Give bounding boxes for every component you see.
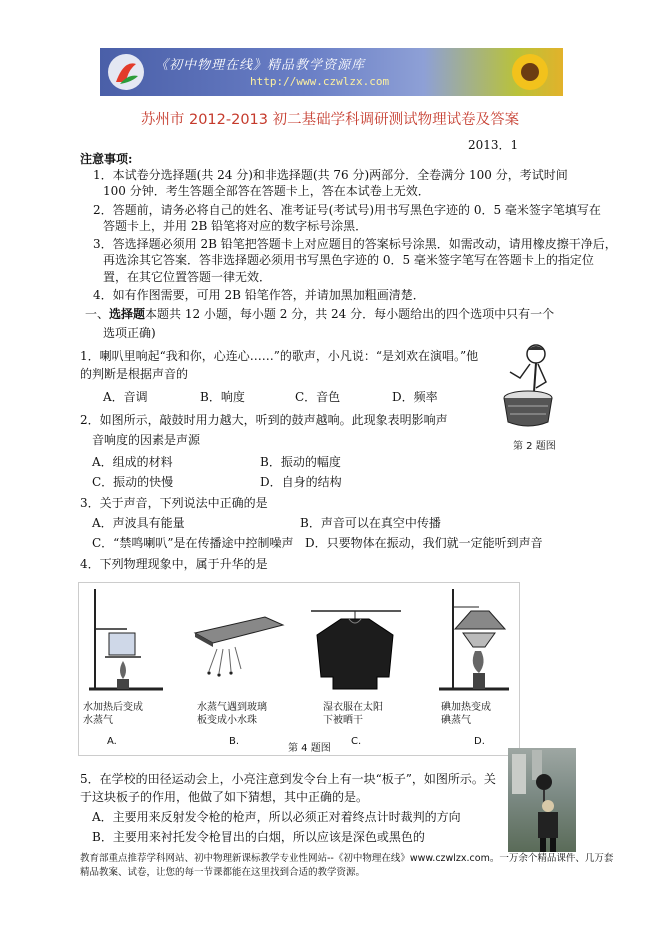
q1-option-b: B．响度 — [200, 390, 245, 404]
notice-line: 置，在其它位置答题一律无效． — [103, 270, 272, 284]
q5-option-b: B．主要用来衬托发令枪冒出的白烟，所以应该是深色或黑色的 — [92, 830, 425, 844]
exam-date: 2013．1 — [468, 138, 519, 152]
header-banner — [100, 48, 563, 96]
q3-stem: 3．关于声音，下列说法中正确的是 — [80, 496, 268, 510]
q3-option-a: A．声波具有能量 — [92, 516, 185, 530]
q1-option-d: D．频率 — [392, 390, 438, 404]
q1-stem: 1．喇叭里响起“我和你，心连心……”的歌声，小凡说：“是刘欢在演唱。”他 — [80, 349, 479, 363]
q2-stem: 音响度的因素是声源 — [92, 433, 201, 447]
logo-icon — [106, 52, 146, 92]
notice-line: 再选涂其它答案．答非选择题必须用书写黑色字迹的 0．5 毫米签字笔写在答题卡上的指定位 — [103, 253, 594, 267]
glass-plate-figure — [187, 613, 287, 683]
q4-label-d: D. — [474, 736, 485, 747]
q1-stem: 的判断是根据声音的 — [80, 367, 189, 381]
q3-option-d: D．只要物体在振动，我们就一定能听到声音 — [305, 536, 543, 550]
q3-option-b: B．声音可以在真空中传播 — [300, 516, 441, 530]
q3-option-c: C．“禁鸣喇叭”是在传播途中控制噪声 — [92, 536, 294, 550]
sunflower-icon — [500, 50, 560, 94]
beaker-burner-figure — [87, 585, 167, 695]
q2-option-b: B．振动的幅度 — [260, 455, 341, 469]
q2-option-a: A．组成的材料 — [92, 455, 173, 469]
q5-stem: 于这块板子的作用，他做了如下猜想，其中正确的是。 — [80, 790, 369, 804]
q5-option-a: A．主要用来反射发令枪的枪声，所以必须正对着终点计时裁判的方向 — [92, 810, 461, 824]
q4-caption-b: 水蒸气遇到玻璃 — [197, 702, 267, 713]
iodine-flask-figure — [429, 585, 514, 695]
section-header — [85, 307, 554, 322]
q4-label-c: C. — [351, 736, 362, 747]
q1-option-a: A．音调 — [103, 390, 148, 404]
q4-caption-d: 碘蒸气 — [441, 715, 471, 726]
notice-line: 2．答题前，请务必将自己的姓名、准考证号(考试号)用书写黑色字迹的 0．5 毫米签字笔填写在 — [93, 203, 601, 217]
notice-line: 3．答选择题必须用 2B 铅笔把答题卡上对应题目的答案标号涂黑．如需改动，请用橡皮擦干净后， — [93, 237, 617, 251]
notice-line: 1．本试卷分选择题(共 24 分)和非选择题(共 76 分)两部分．全卷满分 100 分，考试时间 — [93, 168, 568, 182]
q2-option-c: C．振动的快慢 — [92, 475, 174, 489]
q4-caption-d: 碘加热变成 — [441, 702, 491, 713]
q1-option-c: C．音色 — [295, 390, 341, 404]
q4-label-a: A. — [107, 736, 117, 747]
notice-heading: 注意事项: — [80, 152, 133, 166]
section-cont: 选项正确) — [103, 326, 156, 340]
notice-line: 100 分钟．考生答题全部答在答题卡上，答在本试卷上无效． — [103, 184, 430, 198]
q4-label-b: B. — [229, 736, 240, 747]
notice-line: 4．如有作图需要，可用 2B 铅笔作答，并请加黑加粗画清楚． — [93, 288, 425, 302]
q2-figure-caption: 第 2 题图 — [513, 441, 556, 452]
q2-stem: 2．如图所示，敲鼓时用力越大，听到的鼓声越响。此现象表明影响声 — [80, 413, 448, 427]
notice-line: 答题卡上，并用 2B 铅笔将对应的数字标号涂黑． — [103, 219, 368, 233]
banner-url[interactable]: http://www.czwlzx.com — [250, 75, 390, 88]
q4-figure — [78, 582, 520, 756]
q4-figure-caption: 第 4 题图 — [288, 743, 331, 754]
q4-caption-c: 湿衣服在太阳 — [323, 702, 383, 713]
section-rest: 本题共 12 小题，每小题 2 分，共 24 分．每小题给出的四个选项中只有一个 — [145, 307, 555, 321]
page-title: 苏州市 2012-2013 初二基础学科调研测试物理试卷及答案 — [140, 112, 520, 128]
q4-caption-a: 水蒸气 — [83, 715, 113, 726]
q4-caption-b: 板变成小水珠 — [197, 715, 257, 726]
q4-stem: 4．下列物理现象中，属于升华的是 — [80, 557, 268, 571]
starter-photo — [508, 748, 576, 852]
footer-ad: 教育部重点推荐学科网站、初中物理新课标教学专业性网站--《初中物理在线》www.czwlzx.com。一万余个精品课件、几万套精品教案、试卷，让您的每一节课都能在这里找到合适的教学资源。 — [80, 853, 614, 878]
q4-caption-a: 水加热后变成 — [83, 702, 143, 713]
q5-stem: 5．在学校的田径运动会上，小亮注意到发令台上有一块“板子”，如图所示。关 — [80, 772, 496, 786]
banner-title: 《初中物理在线》精品教学资源库 — [155, 58, 366, 73]
wet-clothes-figure — [311, 605, 401, 697]
person-with-board-icon — [508, 748, 576, 852]
q2-option-d: D．自身的结构 — [260, 475, 342, 489]
section-prefix: 一、 — [85, 307, 110, 321]
section-bold: 选择题 — [109, 307, 146, 321]
drum-figure — [500, 342, 562, 438]
q4-caption-c: 下被晒干 — [323, 715, 363, 726]
